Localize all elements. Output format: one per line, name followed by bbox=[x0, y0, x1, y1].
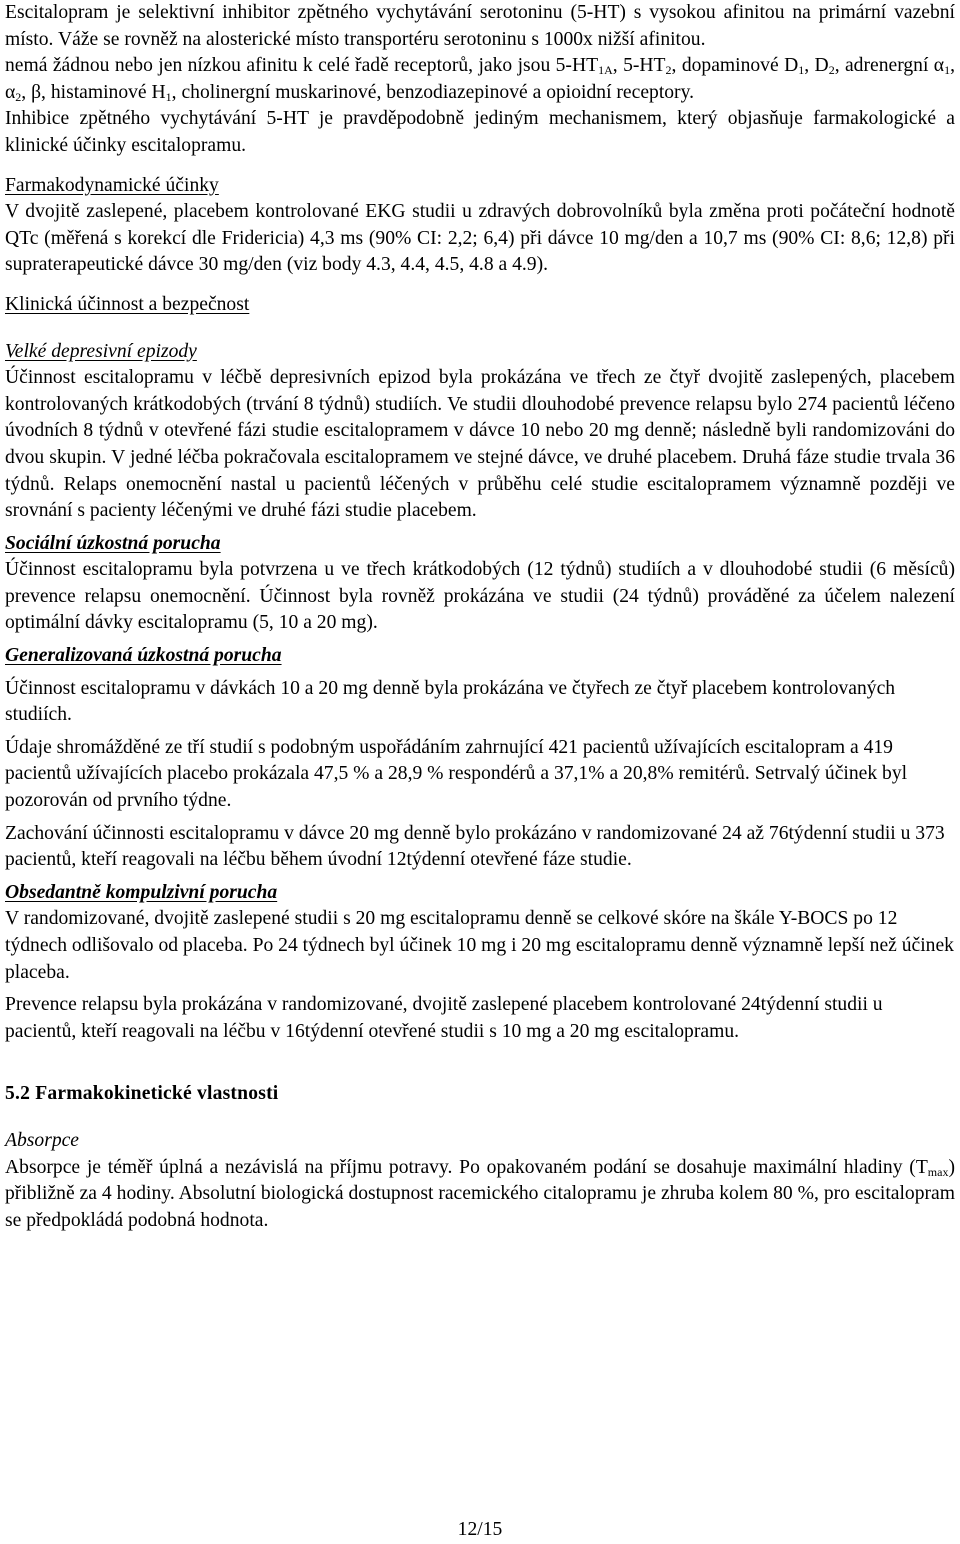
heading-pharmacokinetics: 5.2 Farmakokinetické vlastnosti bbox=[5, 1083, 279, 1105]
heading-ocd: Obsedantně kompulzivní porucha bbox=[5, 881, 278, 903]
page-number: 12/15 bbox=[457, 1519, 503, 1540]
paragraph-reuptake-inhibition: Inhibice zpětného vychytávání 5-HT je pravděpodobně jediným mechanismem, který objasňuje farmakologické a klinické účinky escitalopramu. bbox=[5, 108, 955, 156]
paragraph-gad-maintenance: Zachování účinnosti escitalopramu v dávce 20 mg denně bylo prokázáno v randomizované 24 až 76týdenní studii u 373 pacientů, kteří reagovali na léčbu během úvodní 12týdenní otevřené fáze studie. bbox=[5, 822, 945, 871]
paragraph-social-anxiety: Účinnost escitalopramu byla potvrzena u ve třech krátkodobých (12 týdnů) studiích a v dlouhodobé studii (6 měsíců) prevence relapsu onemocnění. Účinnost byla rovněž prokázána ve studii (24 týdnů) prováděné za účelem nalezení optimální dávky escitalopramu (5, 10 a 20 mg). bbox=[5, 559, 955, 634]
paragraph-receptor-affinity: nemá žádnou nebo jen nízkou afinitu k celé řadě receptorů, jako jsou $5-HT_{1A}$, $5-HT_2$, dopaminové $D_1$, $D_2$, adrenergní $\alpha_1$, $\alpha_2$, β, histaminové $H_1$, cholinergní muskarinové, benzodiazepinové a opioidní receptory. bbox=[5, 55, 955, 104]
paragraph-ocd-efficacy: V randomizované, dvojitě zaslepené studii s 20 mg escitalopramu denně se celkové skóre na škále Y-BOCS po 12 týdnech odlišovalo od placeba. Po 24 týdnech byl účinek 10 mg i 20 mg escitalopramu denně významně lepší než účinek placeba. bbox=[5, 908, 954, 983]
paragraph-ocd-relapse: Prevence relapsu byla prokázána v randomizované, dvojitě zaslepené placebem kontrolované 24týdenní studii u pacientů, kteří reagovali na léčbu v 16týdenní otevřené studii s 10 mg a 20 mg escitalopramu. bbox=[5, 994, 883, 1042]
paragraph-gad-efficacy: Účinnost escitalopramu v dávkách 10 a 20 mg denně byla prokázána ve čtyřech ze čtyř placebem kontrolovaných studiích. bbox=[5, 677, 896, 726]
paragraph-mechanism: Escitalopram je selektivní inhibitor zpětného vychytávání serotoninu (5-HT) s vysokou afinitou na primární vazební místo. Váže se rovněž na alosterické místo transportéru serotoninu s 1000x nižší afinitou. bbox=[5, 2, 955, 50]
document-page bbox=[5, 0, 955, 1234]
paragraph-absorption: Absorpce je téměř úplná a nezávislá na příjmu potravy. Po opakovaném podání se dosahuje maximální hladiny $(T_{max})$ přibližně za 4 hodiny. Absolutní biologická dostupnost racemického citalopramu je zhruba kolem 80 %, pro escitalopram se předpokládá podobná hodnota. bbox=[5, 1156, 955, 1231]
paragraph-ecg-study: V dvojitě zaslepené, placebem kontrolované EKG studii u zdravých dobrovolníků byla změna proti počáteční hodnotě QTc (měřená s korekcí dle Fridericia) 4,3 ms (90% CI: 2,2; 6,4) při dávce 10 mg/den a 10,7 ms (90% CI: 8,6; 12,8) při supraterapeutické dávce 30 mg/den (viz body 4.3, 4.4, 4.5, 4.8 a 4.9). bbox=[5, 201, 955, 276]
heading-generalized-anxiety: Generalizovaná úzkostná porucha bbox=[5, 645, 282, 667]
paragraph-gad-pooled-data: Údaje shromážděné ze tří studií s podobným uspořádáním zahrnující 421 pacientů užívajících escitalopram a 419 pacientů užívajících placebo prokázala 47,5 % a 28,9 % respondérů a 37,1% a 20,8% remitérů. Setrvalý účinek byl pozorován od prvního týdne. bbox=[5, 736, 908, 812]
heading-social-anxiety: Sociální úzkostná porucha bbox=[5, 532, 221, 554]
heading-absorption: Absorpce bbox=[5, 1129, 80, 1151]
heading-clinical-efficacy: Klinická účinnost a bezpečnost bbox=[5, 293, 250, 315]
heading-pharmacodynamic-effects: Farmakodynamické účinky bbox=[5, 174, 219, 196]
heading-major-depressive-episodes: Velké depresivní epizody bbox=[5, 340, 197, 362]
paragraph-depression-efficacy: Účinnost escitalopramu v léčbě depresivních epizod byla prokázána ve třech ze čtyř dvojitě zaslepených, placebem kontrolovaných krátkodobých (trvání 8 týdnů) studiích. Ve studii dlouhodobé prevence relapsu bylo 274 pacientů léčeno úvodních 8 týdnů v otevřené fázi studie escitalopramem v dávce 10 nebo 20 mg denně; následně byli randomizováni do dvou skupin. V jedné léčba pokračovala escitalopramem ve stejné dávce, ve druhé placebem. Druhá fáze studie trvala 36 týdnů. Relaps onemocnění nastal u pacientů léčených v průběhu celé studie escitalopramem významně později ve srovnání s pacienty léčenými ve druhé fázi studie placebem. bbox=[5, 367, 955, 522]
